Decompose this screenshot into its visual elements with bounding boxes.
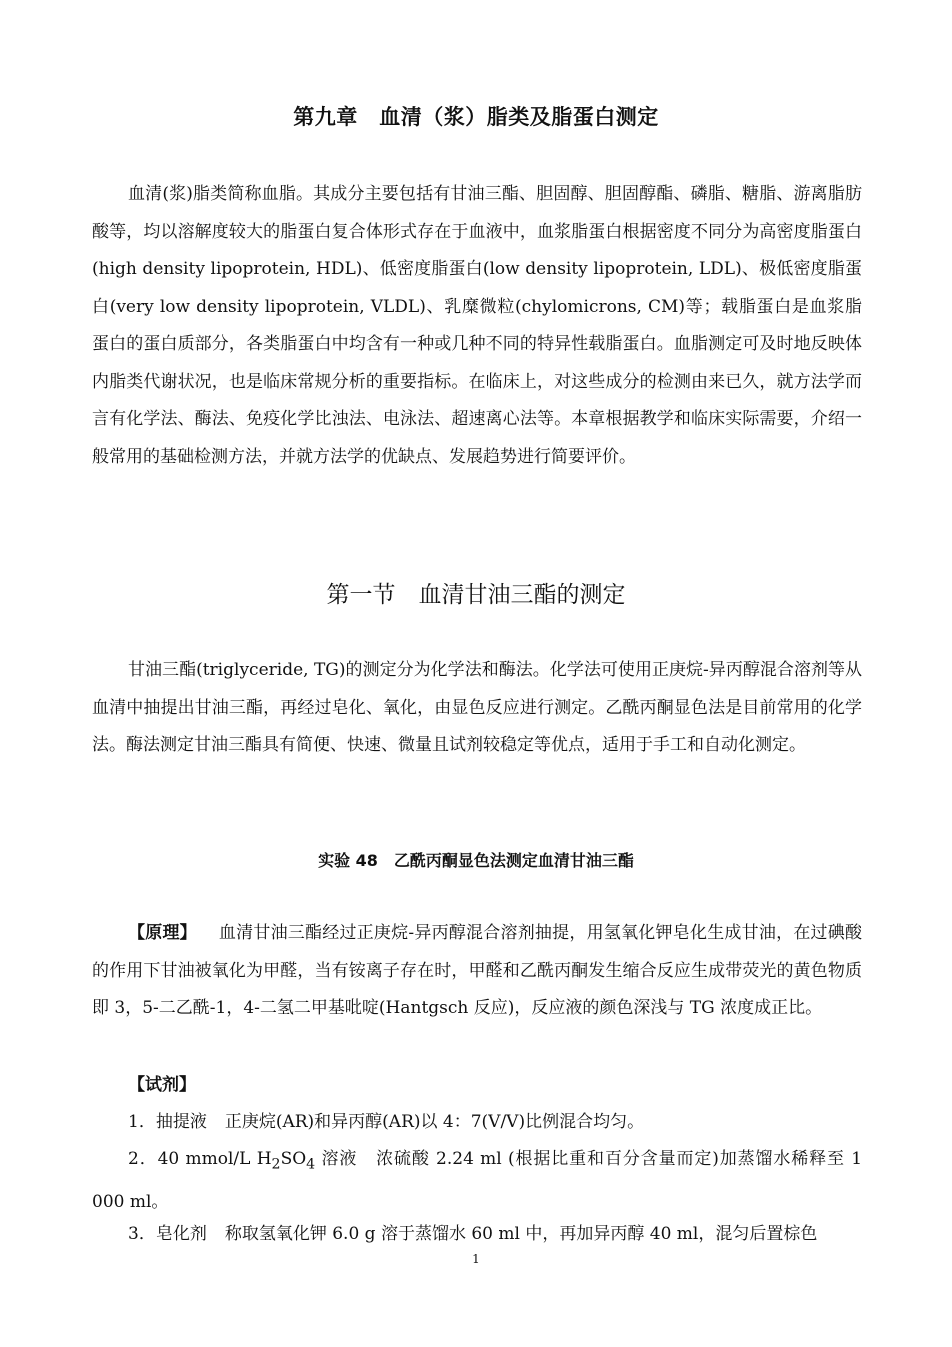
reagent-2-subscript: 2 — [271, 1156, 281, 1173]
reagent-2-label-part: 溶液 — [315, 1149, 358, 1169]
principle-heading: 【原理】 — [128, 923, 197, 943]
reagents-heading: 【试剂】 — [128, 1075, 196, 1095]
reagent-1-text: 正庚烷(AR)和异丙醇(AR)以 4：7(V/V)比例混合均匀。 — [224, 1112, 645, 1132]
reagent-item-3 — [92, 1216, 862, 1254]
reagent-item-2 — [92, 1141, 862, 1221]
intro-paragraph: 血清(浆)脂类简称血脂。其成分主要包括有甘油三酯、胆固醇、胆固醇酯、磷脂、糖脂、游离脂肪酸等，均以溶解度较大的脂蛋白复合体形式存在于血液中，血浆脂蛋白根据密度不同分为高密度脂蛋白(high density lipoprotein, HDL)、低密度脂蛋白(low density lipoprotein, LDL)、极低密度脂蛋白(very low density lipoprotein, VLDL)、乳糜微粒(chylomicrons, CM)等；载脂蛋白是血浆脂蛋白的蛋白质部分，各类脂蛋白中均含有一种或几种不同的特异性载脂蛋白。血脂测定可及时地反映体内脂类代谢状况，也是临床常规分析的重要指标。在临床上，对这些成分的检测由来已久，就方法学而言有化学法、酶法、免疫化学比浊法、电泳法、超速离心法等。本章根据教学和临床实际需要，介绍一般常用的基础检测方法，并就方法学的优缺点、发展趋势进行简要评价。 — [92, 184, 862, 467]
reagent-1-label: 1．抽提液 — [128, 1112, 207, 1132]
reagent-3-label: 3．皂化剂 — [128, 1224, 207, 1244]
reagent-2-label — [128, 1149, 358, 1173]
reagent-2-text: 浓硫酸 2.24 ml (根据比重和百分含量而定)加蒸馏水稀释至 1 000 ml。 — [92, 1149, 863, 1212]
principle-paragraph — [92, 915, 862, 1028]
reagent-2-label-part: 2．40 mmol/L H — [128, 1149, 272, 1169]
section-title: 第一节 血清甘油三酯的测定 — [326, 582, 626, 608]
principle-text: 血清甘油三酯经过正庚烷-异丙醇混合溶剂抽提，用氢氧化钾皂化生成甘油，在过碘酸的作用下甘油被氧化为甲醛，当有铵离子存在时，甲醛和乙酰丙酮发生缩合反应生成带荧光的黄色物质即 3，5-二乙酰-1，4-二氢二甲基吡啶(Hantgsch 反应)，反应液的颜色深浅与 TG 浓度成正比。 — [92, 923, 862, 1018]
reagent-2-subscript: 4 — [306, 1156, 316, 1173]
reagent-item-1 — [92, 1104, 862, 1142]
reagent-2-label-part: SO — [280, 1149, 307, 1169]
page-number: 1 — [472, 1252, 480, 1266]
section-paragraph: 甘油三酯(triglyceride, TG)的测定分为化学法和酶法。化学法可使用正庚烷-异丙醇混合溶剂等从血清中抽提出甘油三酯，再经过皂化、氧化，由显色反应进行测定。乙酰丙酮显色法是目前常用的化学法。酶法测定甘油三酯具有简便、快速、微量且试剂较稳定等优点，适用于手工和自动化测定。 — [92, 660, 862, 755]
reagent-3-text: 称取氢氧化钾 6.0 g 溶于蒸馏水 60 ml 中，再加异丙醇 40 ml，混匀后置棕色 — [224, 1224, 818, 1244]
experiment-title: 实验 48 乙酰丙酮显色法测定血清甘油三酯 — [318, 851, 634, 870]
chapter-title: 第九章 血清（浆）脂类及脂蛋白测定 — [293, 105, 659, 129]
